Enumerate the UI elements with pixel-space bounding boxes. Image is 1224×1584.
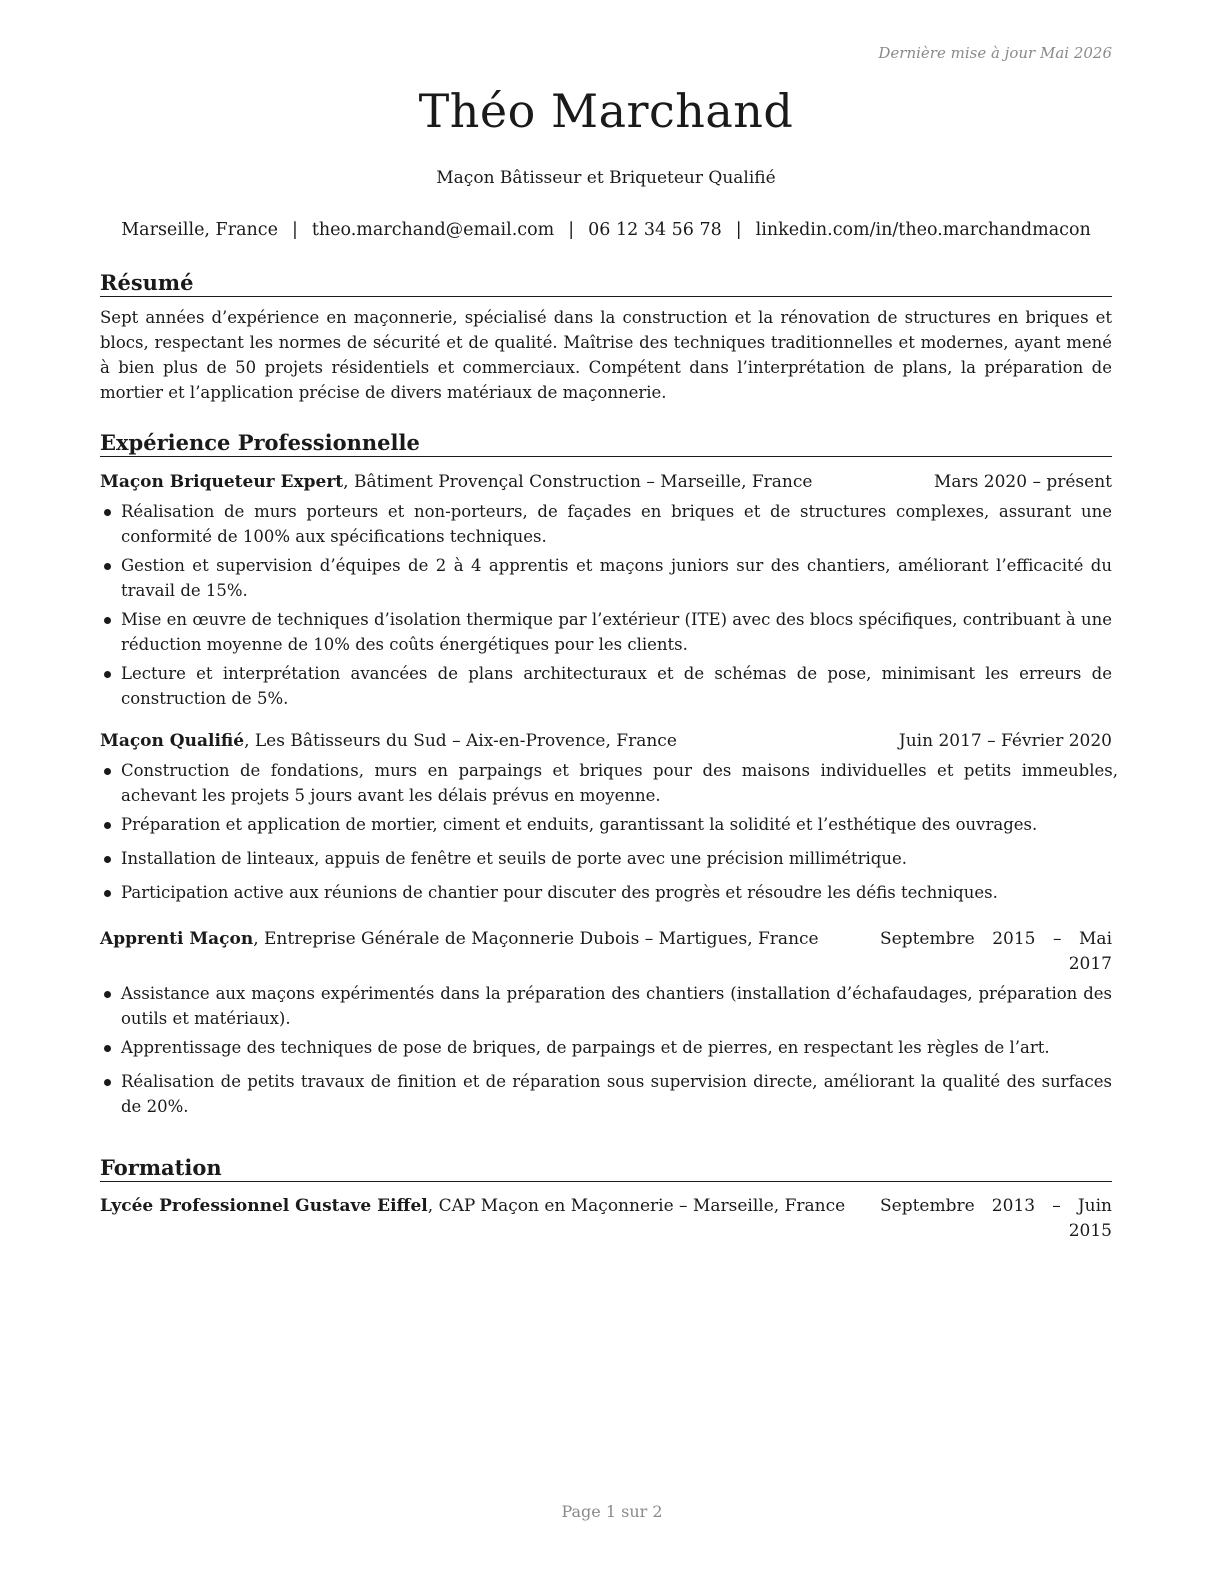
job-bullets [100, 499, 1112, 711]
bullet-text: Construction de fondations, murs en parpaings et briques pour des maisons individuelles et petits immeubles, achevant les projets 5 jours avant les délais prévus en moyenne. [121, 761, 1118, 805]
resume-page [100, 0, 1118, 1584]
list-item [100, 1069, 1112, 1119]
job-bullets [100, 981, 1112, 1119]
list-item [100, 661, 1112, 711]
job-header [100, 927, 1112, 977]
list-item [100, 607, 1112, 657]
contact-separator: | [568, 220, 575, 240]
education-header [100, 1194, 1112, 1244]
bullet-icon [104, 1079, 111, 1086]
bullet-icon [104, 856, 111, 863]
job-entry [100, 470, 1112, 711]
list-item [100, 1035, 1112, 1060]
summary-heading: Résumé [100, 270, 1112, 297]
bullet-text: Gestion et supervision d’équipes de 2 à 4 apprentis et maçons juniors sur des chantiers, améliorant l’efficacité du travail de 15%. [121, 556, 1112, 600]
bullet-icon [104, 671, 111, 678]
contact-separator: | [735, 220, 742, 240]
contact-location: Marseille, France [121, 220, 278, 240]
bullet-icon [104, 617, 111, 624]
bullet-text: Réalisation de murs porteurs et non-porteurs, de façades en briques et de structures complexes, assurant une conformité de 100% aux spécifications techniques. [121, 502, 1112, 546]
job-role: Apprenti Maçon [100, 929, 254, 949]
list-item [100, 880, 1112, 905]
last-updated: Dernière mise à jour Mai 2026 [878, 44, 1112, 62]
school-name: Lycée Professionnel Gustave Eiffel [100, 1196, 428, 1216]
job-dates: Septembre 2015 – Mai 2017 [880, 929, 1112, 974]
job-entry [100, 729, 1118, 905]
education-dates: Septembre 2013 – Juin 2015 [880, 1196, 1112, 1241]
bullet-icon [104, 1045, 111, 1052]
bullet-text: Apprentissage des techniques de pose de briques, de parpaings et de pierres, en respectant les règles de l’art. [121, 1038, 1050, 1057]
list-item [100, 758, 1118, 808]
summary-text: Sept années d’expérience en maçonnerie, spécialisé dans la construction et la rénovation de structures en briques et blocs, respectant les normes de sécurité et de qualité. Maîtrise des techniques traditionnelles et modernes, ayant mené à bien plus de 50 projets résidentiels et commerciaux. Compétent dans l’interprétation de plans, la préparation de mortier et l’application précise de divers matériaux de maçonnerie. [100, 308, 1112, 402]
contact-line [100, 220, 1112, 240]
bullet-text: Préparation et application de mortier, ciment et enduits, garantissant la solidité et l’esthétique des ouvrages. [121, 815, 1038, 834]
bullet-text: Participation active aux réunions de chantier pour discuter des progrès et résoudre les défis techniques. [121, 883, 998, 902]
contact-email[interactable]: theo.marchand@email.com [311, 220, 555, 240]
list-item [100, 553, 1112, 603]
candidate-name: Théo Marchand [418, 84, 794, 138]
experience-section [100, 430, 1118, 1123]
job-entry [100, 927, 1112, 1119]
job-dates: Juin 2017 – Février 2020 [898, 731, 1112, 751]
job-header [100, 470, 1112, 495]
job-header [100, 729, 1112, 754]
page-number: Page 1 sur 2 [561, 1502, 663, 1521]
job-dates: Mars 2020 – présent [933, 472, 1112, 492]
candidate-title: Maçon Bâtisseur et Briqueteur Qualifié [436, 168, 776, 188]
experience-heading: Expérience Professionnelle [100, 430, 1112, 457]
job-organization: , Les Bâtisseurs du Sud – Aix-en-Provence, France [244, 731, 677, 751]
bullet-text: Installation de linteaux, appuis de fenêtre et seuils de porte avec une précision millimétrique. [121, 849, 908, 868]
bullet-icon [104, 509, 111, 516]
list-item [100, 846, 1112, 871]
job-organization: , Entreprise Générale de Maçonnerie Dubois – Martigues, France [253, 929, 819, 949]
bullet-text: Réalisation de petits travaux de finition et de réparation sous supervision directe, améliorant la qualité des surfaces de 20%. [121, 1072, 1112, 1116]
job-bullets [100, 758, 1118, 905]
contact-separator: | [291, 220, 298, 240]
degree-info: , CAP Maçon en Maçonnerie – Marseille, France [427, 1196, 846, 1216]
bullet-text: Mise en œuvre de techniques d’isolation thermique par l’extérieur (ITE) avec des blocs spécifiques, contribuant à une réduction moyenne de 10% des coûts énergétiques pour les clients. [121, 610, 1112, 654]
bullet-text: Lecture et interprétation avancées de plans architecturaux et de schémas de pose, minimisant les erreurs de construction de 5%. [121, 664, 1112, 708]
bullet-icon [104, 991, 111, 998]
bullet-icon [104, 768, 111, 775]
bullet-icon [104, 822, 111, 829]
contact-linkedin[interactable]: linkedin.com/in/theo.marchandmacon [755, 220, 1091, 240]
list-item [100, 499, 1112, 549]
contact-phone: 06 12 34 56 78 [588, 220, 722, 240]
bullet-icon [104, 563, 111, 570]
list-item [100, 981, 1112, 1031]
education-section [100, 1155, 1112, 1244]
bullet-icon [104, 890, 111, 897]
bullet-text: Assistance aux maçons expérimentés dans la préparation des chantiers (installation d’échafaudages, préparation des outils et matériaux). [121, 984, 1112, 1028]
job-organization: , Bâtiment Provençal Construction – Marseille, France [343, 472, 813, 492]
education-heading: Formation [100, 1155, 1112, 1182]
summary-section [100, 270, 1112, 405]
list-item [100, 812, 1112, 837]
education-entry [100, 1194, 1112, 1244]
job-role: Maçon Qualifié [100, 731, 245, 751]
job-role: Maçon Briqueteur Expert [100, 472, 344, 492]
